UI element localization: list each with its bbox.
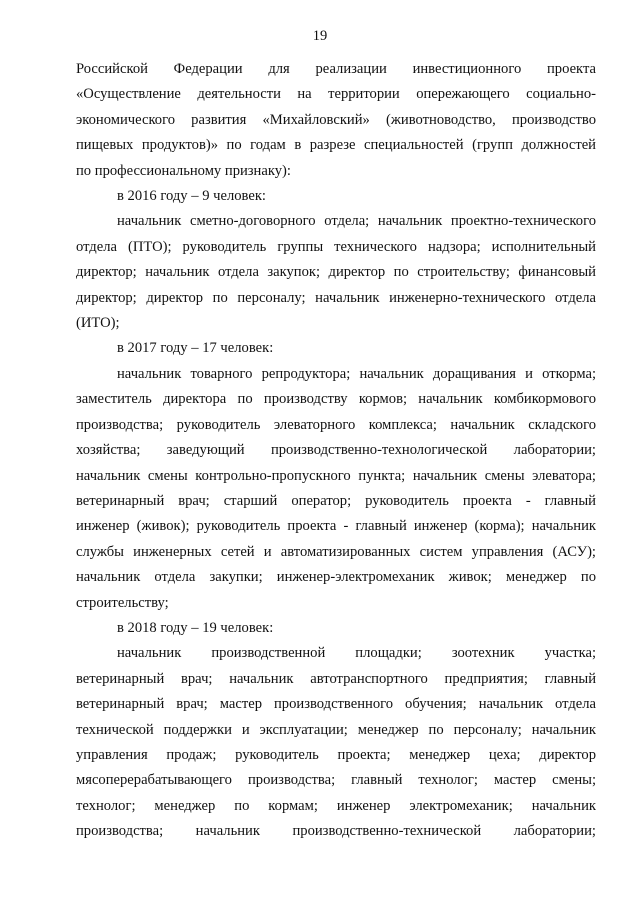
year-2016-heading: в 2016 году – 9 человек: xyxy=(117,188,266,205)
year-2016-line: директор; директор по персоналу; начальник инженерно-технического отдела xyxy=(76,289,596,306)
year-2016-line: директор; начальник отдела закупок; директор по строительству; финансовый xyxy=(76,264,596,281)
year-2018-line: производства; начальник производственно-технической лаборатории; xyxy=(76,823,596,840)
year-2017-line: строительству; xyxy=(76,594,169,611)
intro-line: по профессиональному признаку): xyxy=(76,162,291,179)
year-2017-line: начальник товарного репродуктора; начальник доращивания и откорма; xyxy=(117,365,596,382)
year-2017-line: начальник отдела закупки; инженер-электромеханик живок; менеджер по xyxy=(76,569,596,586)
intro-line: «Осуществление деятельности на территории опережающего социально- xyxy=(76,86,596,103)
year-2017-line: производства; руководитель элеваторного комплекса; начальник складского xyxy=(76,416,596,433)
year-2017-line: ветеринарный врач; старший оператор; руководитель проекта - главный xyxy=(76,492,596,509)
year-2016-line: (ИТО); xyxy=(76,315,120,332)
year-2018-heading: в 2018 году – 19 человек: xyxy=(117,619,274,636)
year-2017-line: инженер (живок); руководитель проекта - главный инженер (корма); начальник xyxy=(76,518,596,535)
intro-line: Российской Федерации для реализации инвестиционного проекта xyxy=(76,61,596,77)
year-2018-line: технической поддержки и эксплуатации; менеджер по персоналу; начальник xyxy=(76,721,596,738)
year-2018-line: управления продаж; руководитель проекта; менеджер цеха; директор xyxy=(76,746,596,763)
year-2017-heading: в 2017 году – 17 человек: xyxy=(117,340,274,357)
year-2016-line: отдела (ПТО); руководитель группы технического надзора; исполнительный xyxy=(76,238,596,255)
year-2018-line: ветеринарный врач; мастер производственного обучения; начальник отдела xyxy=(76,696,596,713)
year-2018-line: технолог; менеджер по кормам; инженер электромеханик; начальник xyxy=(76,797,596,814)
year-2018-line: начальник производственной площадки; зоотехник участка; xyxy=(117,645,596,662)
year-2017-line: начальник смены контрольно-пропускного пункта; начальник смены элеватора; xyxy=(76,467,596,484)
page-number: 19 xyxy=(312,28,328,44)
year-2018-line: мясоперерабатывающего производства; главный технолог; мастер смены; xyxy=(76,772,596,789)
year-2017-line: заместитель директора по производству кормов; начальник комбикормового xyxy=(76,391,596,408)
year-2017-line: службы инженерных сетей и автоматизированных систем управления (АСУ); xyxy=(76,543,596,560)
intro-line: экономического развития «Михайловский» (животноводство, производство xyxy=(76,111,596,128)
year-2018-line: ветеринарный врач; начальник автотранспортного предприятия; главный xyxy=(76,670,596,687)
intro-line: пищевых продуктов)» по годам в разрезе специальностей (групп должностей xyxy=(76,137,596,154)
year-2016-line: начальник сметно-договорного отдела; начальник проектно-технического xyxy=(117,213,596,230)
document-body xyxy=(76,57,596,845)
year-2017-line: хозяйства; заведующий производственно-технологической лаборатории; xyxy=(76,442,596,459)
